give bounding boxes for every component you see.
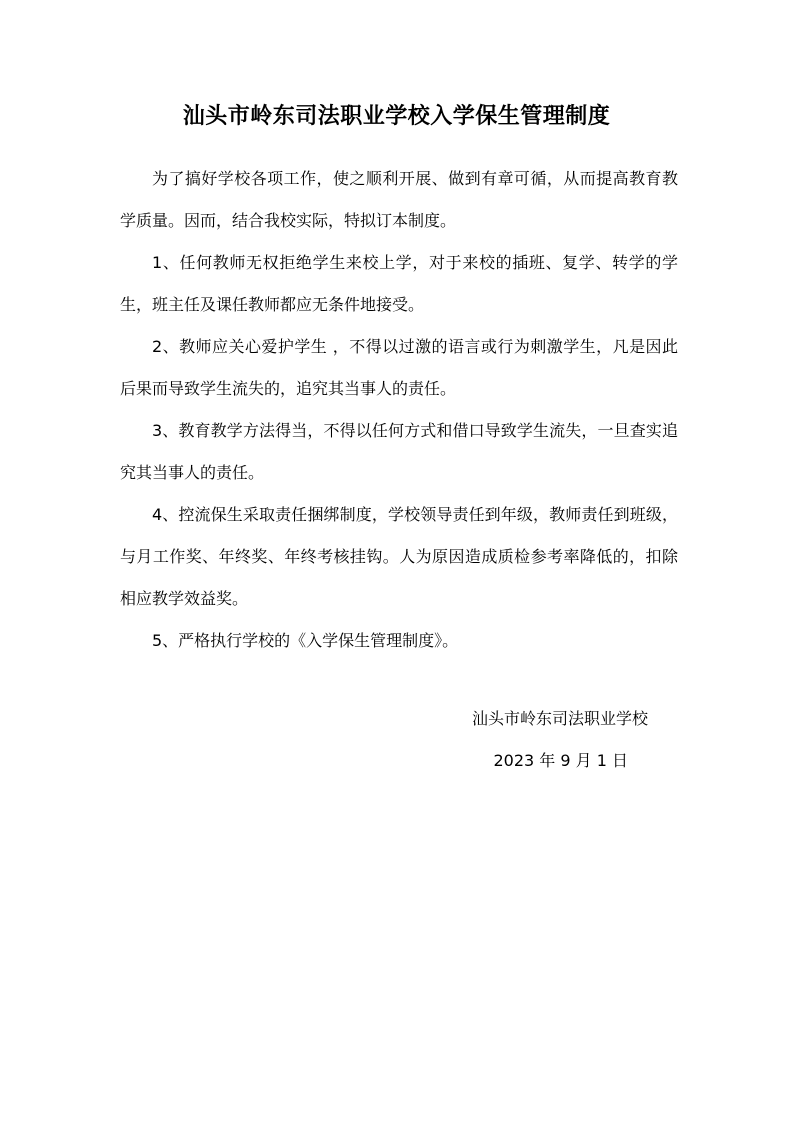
signature-date: 2023 年 9 月 1 日: [493, 751, 628, 770]
document-body: [120, 158, 678, 662]
signature-block: [408, 698, 648, 782]
paragraph-rule-4: 4、控流保生采取责任捆绑制度，学校领导责任到年级，教师责任到班级，与月工作奖、年终奖、年终考核挂钩。人为原因造成质检参考率降低的，扣除相应教学效益奖。: [120, 505, 678, 608]
paragraph-rule-2: 2、教师应关心爱护学生 ，不得以过激的语言或行为刺激学生，凡是因此后果而导致学生流失的，追究其当事人的责任。: [120, 337, 678, 398]
paragraph-rule-1: 1、任何教师无权拒绝学生来校上学，对于来校的插班、复学、转学的学生，班主任及课任教师都应无条件地接受。: [120, 253, 678, 314]
paragraph-intro: 为了搞好学校各项工作，使之顺利开展、做到有章可循，从而提高教育教学质量。因而，结合我校实际，特拟订本制度。: [120, 169, 678, 230]
paragraph-rule-5: 5、严格执行学校的《入学保生管理制度》。: [152, 631, 459, 650]
signature-organization: 汕头市岭东司法职业学校: [471, 709, 648, 728]
paragraph-rule-3: 3、教育教学方法得当，不得以任何方式和借口导致学生流失，一旦查实追究其当事人的责任。: [120, 421, 678, 482]
document-title: 汕头市岭东司法职业学校入学保生管理制度: [182, 103, 611, 129]
